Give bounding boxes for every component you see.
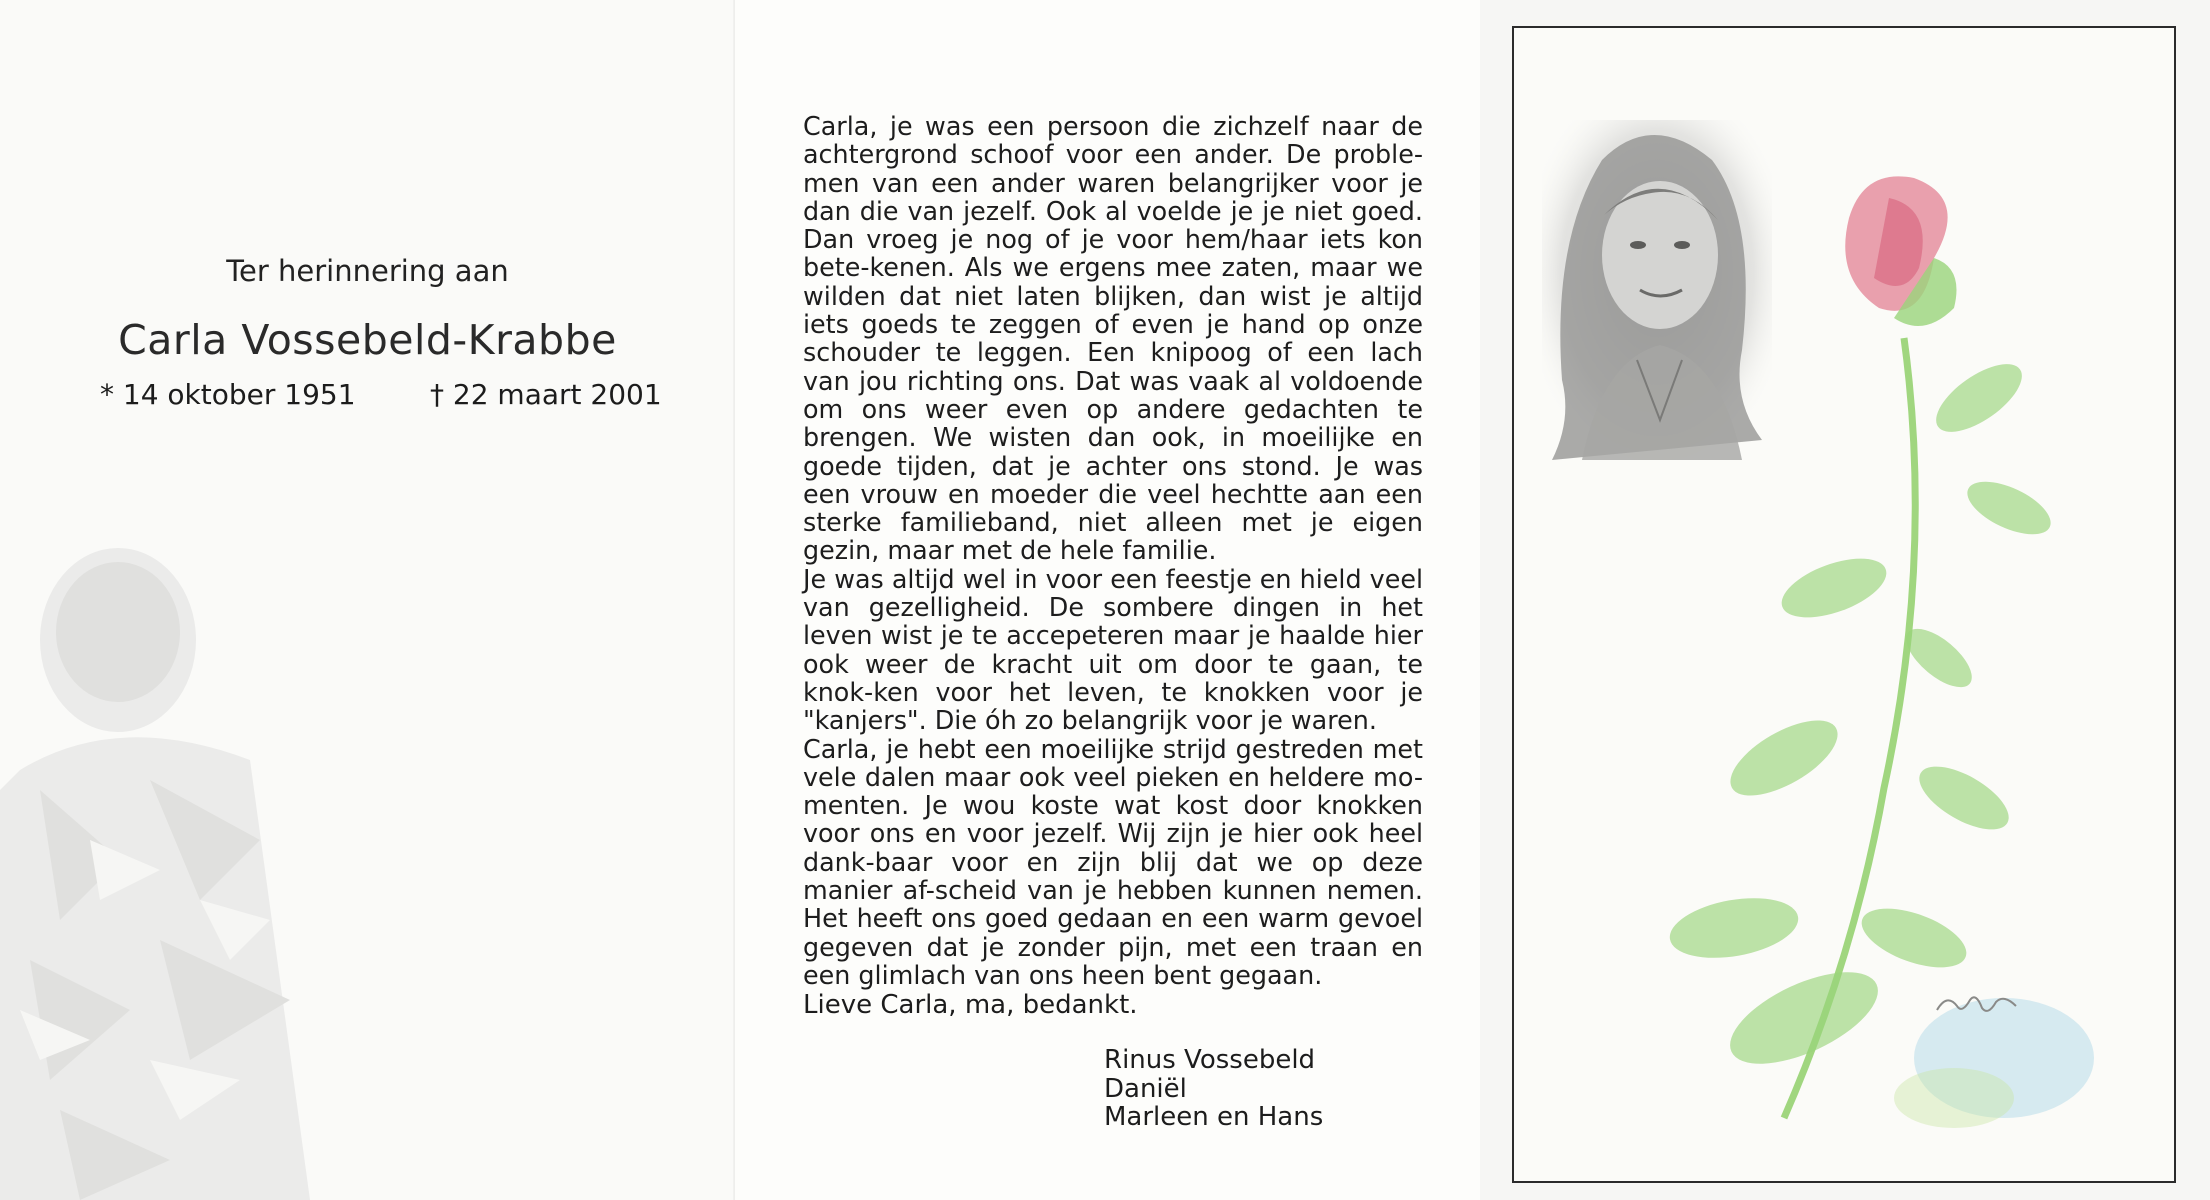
faded-portrait-photo [0,540,340,1200]
thanks-line: Lieve Carla, ma, bedankt. [803,990,1138,1020]
birth-date: * 14 oktober 1951 [100,378,356,411]
signature-name: Daniël [1104,1073,1187,1104]
card-left-panel [0,0,735,1200]
art-frame [1512,26,2176,1183]
deceased-name: Carla Vossebeld-Krabbe [118,316,617,364]
signature-block [1104,1046,1323,1132]
watercolor-rose [1634,138,2174,1178]
death-date: † 22 maart 2001 [430,378,662,411]
signature-name: Rinus Vossebeld [1104,1045,1316,1075]
artist-signature [1932,988,2022,1018]
signature-name: Marleen en Hans [1104,1102,1324,1132]
in-memory-heading: Ter herinnering aan [226,254,509,288]
eulogy-text: Carla, je was een persoon die zichzelf naar de achtergrond schoof voor een ander. De proble-men van een ander waren belangrijker voor je dan die van jezelf. Ook al voelde je je niet goed. Dan vroeg je nog of je voor hem/haar iets kon bete-kenen. Als we ergens mee zaten, maar we wilden dat niet laten blijken, dan wist je altijd iets goeds te zeggen of even je hand op onze schouder te leggen. Een knipoog of een lach van jou richting ons. Dat was vaak al voldoende om ons weer even op andere gedachten te brengen. We wisten dan ook, in moeilijke en goede tijden, dat je achter ons stond. Je was een vrouw en moeder die veel hechtte aan een sterke familieband, niet alleen met je eigen gezin, maar met de hele familie. Je was altijd wel in voor een feestje en hield veel van gezelligheid. De sombere dingen in het leven wist je te accepeteren maar je haalde hier ook weer de kracht uit om door te gaan, te knok-ken voor het leven, te knokken voor je "kanjers". Die óh zo belangrijk voor je waren. Carla, je hebt een moeilijke strijd gestreden met vele dalen maar ook veel pieken en heldere mo-menten. Je wou koste wat kost door knokken voor ons en voor jezelf. Wij zijn je hier ook heel dank-baar voor en zijn blij dat we op deze manier af-scheid van je hebben kunnen nemen. Het heeft ons goed gedaan en een warm gevoel gegeven dat je zonder pijn, met een traan en een glimlach van ons heen bent gegaan. [803,111,1423,990]
